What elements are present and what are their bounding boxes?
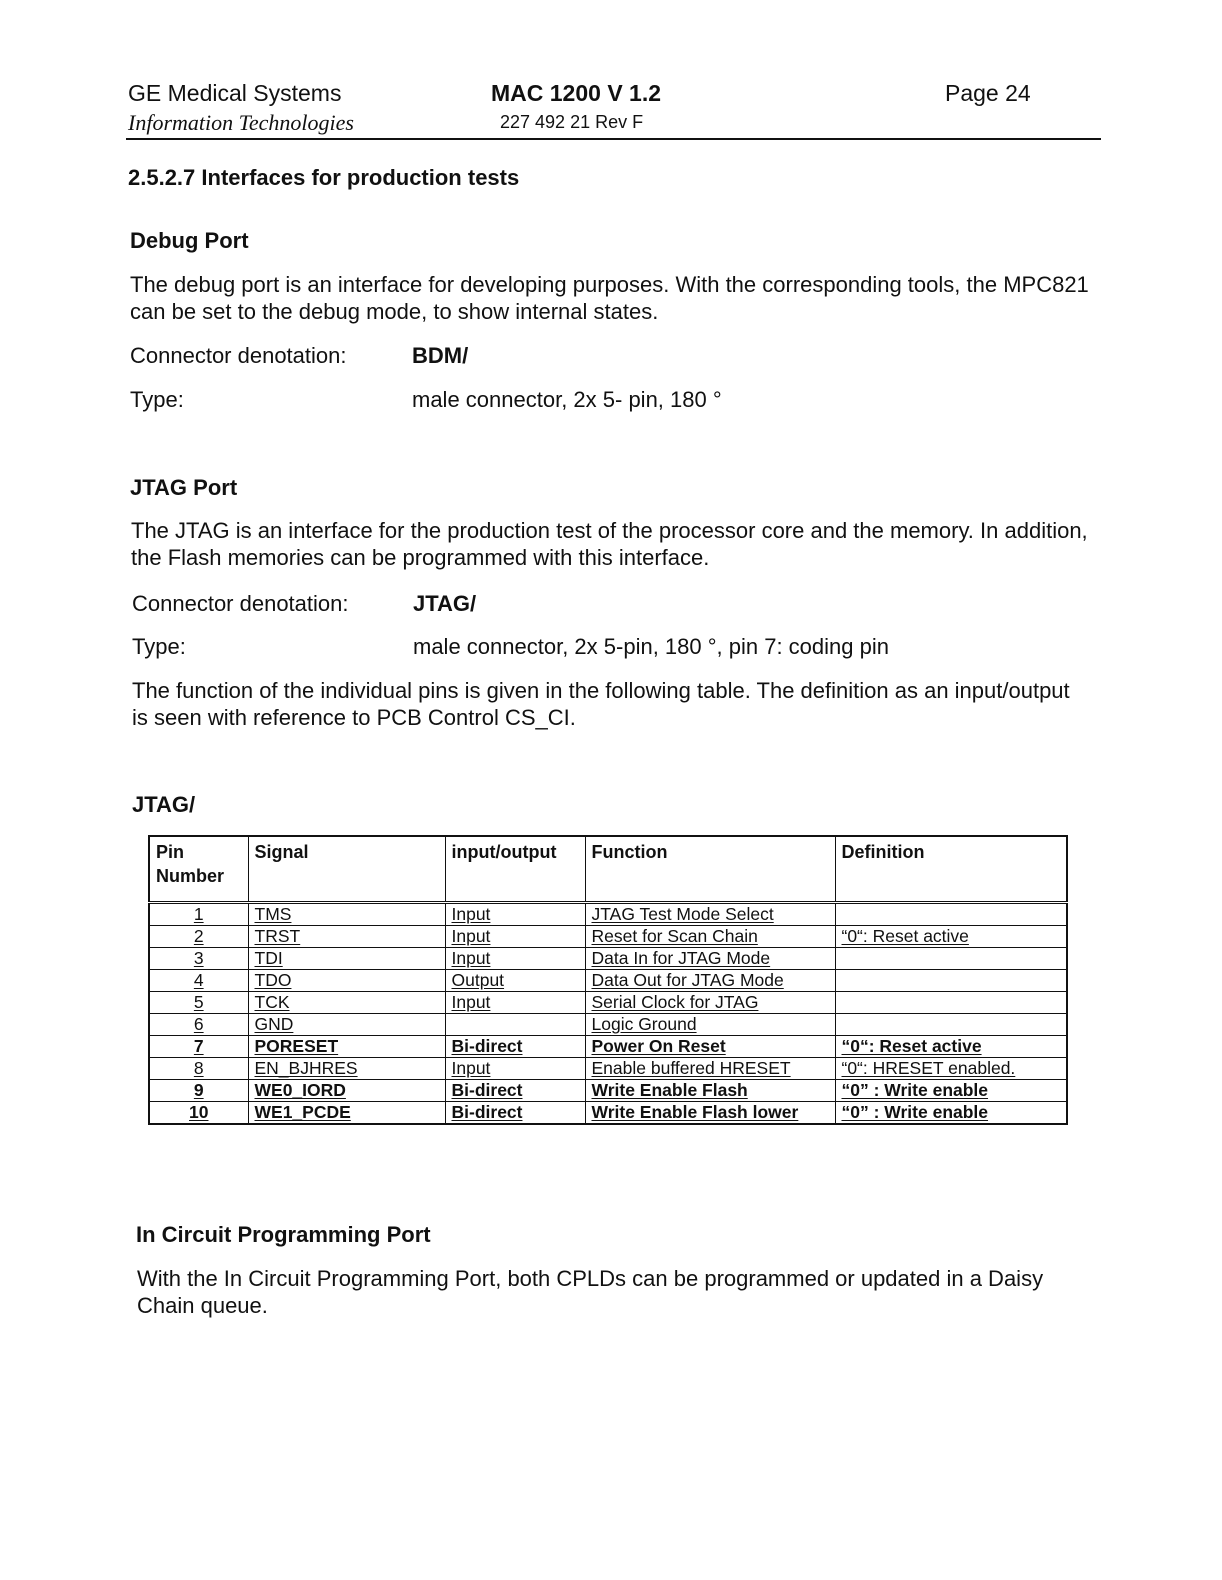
cell-signal: GND <box>248 1014 445 1036</box>
debug-connector-value: BDM/ <box>412 343 469 368</box>
cell-function: Reset for Scan Chain <box>585 926 835 948</box>
cell-function: Serial Clock for JTAG <box>585 992 835 1014</box>
cell-signal: TRST <box>248 926 445 948</box>
cell-io: Input <box>445 926 585 948</box>
cell-definition <box>835 970 1067 992</box>
cell-pin: 10 <box>149 1102 248 1125</box>
table-row <box>149 970 1067 992</box>
header-page-number: Page 24 <box>945 80 1031 106</box>
section-heading: 2.5.2.7 Interfaces for production tests <box>128 165 520 190</box>
cell-function: Data Out for JTAG Mode <box>585 970 835 992</box>
cell-signal: WE1_PCDE <box>248 1102 445 1125</box>
cell-signal: EN_BJHRES <box>248 1058 445 1080</box>
cell-function: Data In for JTAG Mode <box>585 948 835 970</box>
cell-signal: WE0_IORD <box>248 1080 445 1102</box>
column-header-definition: Definition <box>835 836 1067 903</box>
cell-signal: TDO <box>248 970 445 992</box>
column-header-signal: Signal <box>248 836 445 903</box>
table-row <box>149 926 1067 948</box>
debug-type-value: male connector, 2x 5- pin, 180 ° <box>412 387 722 412</box>
table-header-row <box>149 836 1067 903</box>
table-row <box>149 1058 1067 1080</box>
table-caption: JTAG/ <box>132 792 196 817</box>
cell-pin: 1 <box>149 903 248 926</box>
cell-function: JTAG Test Mode Select <box>585 903 835 926</box>
cell-signal: PORESET <box>248 1036 445 1058</box>
debug-connector-label: Connector denotation: <box>130 343 347 368</box>
table-row <box>149 1036 1067 1058</box>
cell-pin: 6 <box>149 1014 248 1036</box>
cell-io: Input <box>445 1058 585 1080</box>
cell-pin: 9 <box>149 1080 248 1102</box>
cell-definition <box>835 992 1067 1014</box>
cell-definition <box>835 903 1067 926</box>
cell-definition: “0“: Reset active <box>835 1036 1067 1058</box>
cell-pin: 5 <box>149 992 248 1014</box>
cell-function: Write Enable Flash lower <box>585 1102 835 1125</box>
cell-pin: 4 <box>149 970 248 992</box>
jtag-type-value: male connector, 2x 5-pin, 180 °, pin 7: coding pin <box>413 634 889 659</box>
cell-io: Input <box>445 948 585 970</box>
cell-definition: “0“: HRESET enabled. <box>835 1058 1067 1080</box>
icp-port-description: With the In Circuit Programming Port, both CPLDs can be programmed or updated in a Daisy Chain queue. <box>137 1266 1044 1318</box>
column-header-pin: Pin Number <box>149 836 248 903</box>
header-department: Information Technologies <box>128 110 354 135</box>
cell-signal: TCK <box>248 992 445 1014</box>
cell-signal: TMS <box>248 903 445 926</box>
cell-definition: “0” : Write enable <box>835 1080 1067 1102</box>
table-row <box>149 1080 1067 1102</box>
cell-io <box>445 1014 585 1036</box>
cell-definition: “0“: Reset active <box>835 926 1067 948</box>
debug-port-heading: Debug Port <box>130 228 249 253</box>
debug-port-description: The debug port is an interface for developing purposes. With the corresponding tools, the MPC821 can be set to the debug mode, to show internal states. <box>130 272 1089 324</box>
cell-pin: 2 <box>149 926 248 948</box>
jtag-type-label: Type: <box>132 634 186 659</box>
jtag-connector-value: JTAG/ <box>413 591 477 616</box>
cell-definition: “0” : Write enable <box>835 1102 1067 1125</box>
cell-io: Bi-direct <box>445 1036 585 1058</box>
cell-io: Bi-direct <box>445 1102 585 1125</box>
cell-function: Power On Reset <box>585 1036 835 1058</box>
cell-signal: TDI <box>248 948 445 970</box>
cell-io: Output <box>445 970 585 992</box>
cell-pin: 3 <box>149 948 248 970</box>
cell-function: Enable buffered HRESET <box>585 1058 835 1080</box>
header-divider <box>126 138 1101 140</box>
header-company: GE Medical Systems <box>128 80 342 106</box>
cell-definition <box>835 948 1067 970</box>
table-row <box>149 1014 1067 1036</box>
cell-io: Input <box>445 903 585 926</box>
jtag-port-heading: JTAG Port <box>130 475 238 500</box>
column-header-function: Function <box>585 836 835 903</box>
header-doc-title: MAC 1200 V 1.2 <box>491 80 662 106</box>
cell-function: Write Enable Flash <box>585 1080 835 1102</box>
table-row <box>149 903 1067 926</box>
jtag-pin-table <box>148 835 1068 1125</box>
cell-definition <box>835 1014 1067 1036</box>
icp-port-heading: In Circuit Programming Port <box>136 1222 431 1247</box>
debug-type-label: Type: <box>130 387 184 412</box>
cell-pin: 7 <box>149 1036 248 1058</box>
table-row <box>149 1102 1067 1125</box>
cell-function: Logic Ground <box>585 1014 835 1036</box>
cell-io: Bi-direct <box>445 1080 585 1102</box>
jtag-pins-description: The function of the individual pins is given in the following table. The definition as an input/output is seen with reference to PCB Control CS_CI. <box>132 678 1070 730</box>
table-row <box>149 992 1067 1014</box>
jtag-connector-label: Connector denotation: <box>132 591 349 616</box>
table-row <box>149 948 1067 970</box>
header-doc-number: 227 492 21 Rev F <box>500 112 644 132</box>
cell-pin: 8 <box>149 1058 248 1080</box>
column-header-io: input/output <box>445 836 585 903</box>
cell-io: Input <box>445 992 585 1014</box>
jtag-port-description: The JTAG is an interface for the production test of the processor core and the memory. In addition, the Flash memories can be programmed with this interface. <box>131 518 1088 570</box>
